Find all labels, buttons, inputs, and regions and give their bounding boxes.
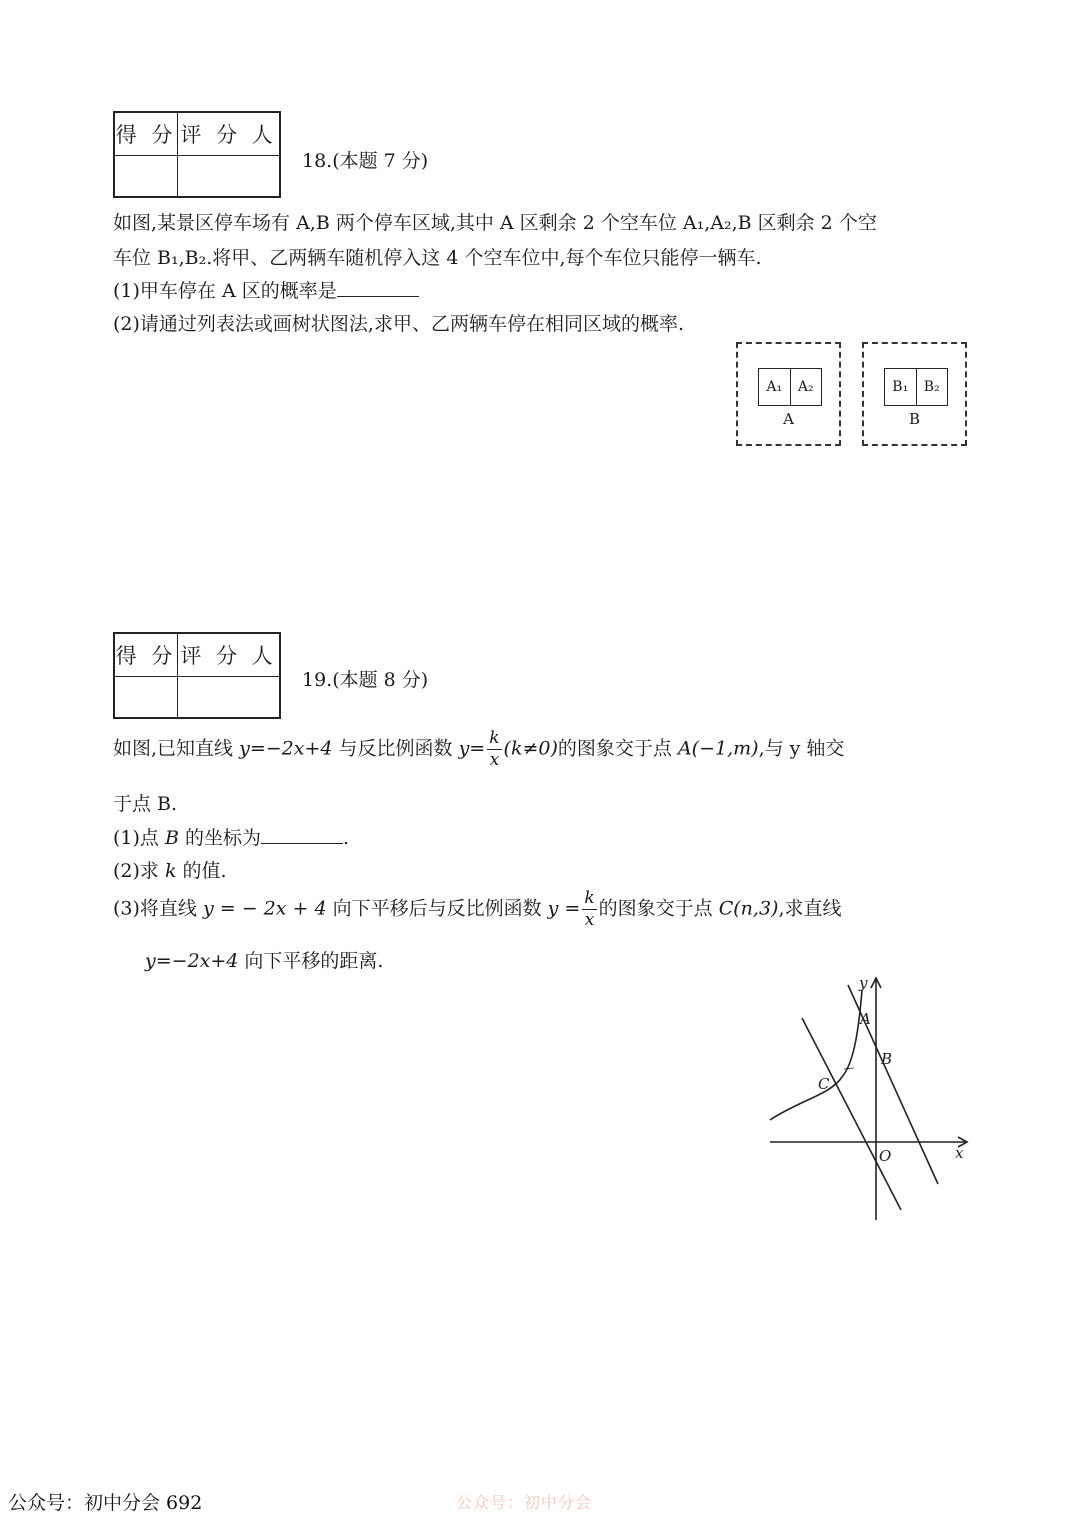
label-o: O [879, 1147, 892, 1165]
frac-den: x [489, 750, 500, 770]
grader-cell[interactable] [178, 156, 281, 198]
q19-score-table [113, 632, 281, 719]
grader-label: 评 分 人 [178, 112, 281, 156]
equation: y=−2x+4 [239, 737, 333, 760]
q19-header: 19.(本题 8 分) [302, 669, 429, 691]
function-graph [760, 970, 975, 1230]
q18-part-2: (2)请通过列表法或画树状图法,求甲、乙两辆车停在相同区域的概率. [113, 313, 684, 335]
score-cell[interactable] [114, 677, 178, 719]
var: k [164, 860, 177, 882]
equation: y= [458, 737, 486, 760]
zone-b-slots [884, 368, 948, 406]
q19-line-2: 于点 B. [113, 793, 178, 815]
tick-mark [844, 1068, 854, 1069]
fraction-k-over-x [582, 890, 596, 929]
label-a: A [860, 1010, 871, 1028]
parking-zone-a [736, 342, 841, 446]
condition: (k≠0) [503, 737, 558, 760]
text: ,求直线 [778, 897, 842, 920]
grader-label: 评 分 人 [178, 633, 281, 677]
equation: y=−2x+4 [145, 950, 239, 972]
text: ,与 y 轴交 [758, 737, 845, 760]
slot-b1: B₁ [892, 379, 909, 395]
label-x: x [955, 1144, 964, 1162]
text: . [342, 827, 350, 849]
q18-part-1 [113, 276, 419, 303]
shifted-line [802, 1018, 901, 1210]
label-c: C [818, 1075, 830, 1093]
grader-cell[interactable] [178, 677, 281, 719]
text: 向下平移后与反比例函数 [326, 897, 548, 920]
answer-blank[interactable] [337, 296, 419, 297]
zone-a-slots [758, 368, 822, 406]
equation: y = [547, 897, 581, 920]
score-cell[interactable] [114, 156, 178, 198]
q18-score-table [113, 111, 281, 198]
slot-a2: A₂ [790, 369, 822, 405]
label-b: B [881, 1050, 893, 1068]
text: 的图象交于点 [557, 737, 678, 760]
q18-line-1: 如图,某景区停车场有 A,B 两个停车区域,其中 A 区剩余 2 个空车位 A₁,A₂,B 区剩余 2 个空 [113, 212, 877, 234]
text: (3)将直线 [113, 897, 203, 920]
zone-b-label: B [908, 410, 921, 428]
q19-part-3 [113, 890, 842, 929]
text: 的值. [176, 860, 227, 882]
q18-header: 18.(本题 7 分) [302, 150, 429, 172]
score-label: 得 分 [114, 112, 178, 156]
q19-part-3-line-2 [145, 946, 383, 973]
q19-part-2 [113, 856, 227, 883]
frac-den: x [584, 910, 595, 930]
zone-a-label: A [783, 410, 794, 428]
q19-line-1 [113, 730, 844, 769]
text: (2)求 [113, 860, 165, 882]
label-y: y [859, 974, 868, 992]
text: (1)点 [113, 827, 165, 849]
frac-num: k [584, 888, 595, 908]
hyperbola-branch [770, 990, 862, 1120]
q18-part-1-text: (1)甲车停在 A 区的概率是 [113, 280, 337, 302]
text: 向下平移的距离. [238, 950, 384, 972]
fraction-k-over-x [487, 730, 501, 769]
point-c: C(n,3) [718, 897, 779, 920]
var: B [164, 827, 179, 849]
text: 的图象交于点 [598, 897, 719, 920]
point-a: A(−1,m) [677, 737, 759, 760]
frac-num: k [489, 728, 500, 748]
slot-b2: B₂ [916, 369, 948, 405]
answer-blank[interactable] [261, 843, 343, 844]
footer-caption: 公众号：初中分会 692 [8, 1492, 203, 1514]
q18-line-2: 车位 B₁,B₂.将甲、乙两辆车随机停入这 4 个空车位中,每个车位只能停一辆车. [113, 247, 762, 269]
q19-part-1 [113, 823, 349, 850]
parking-zone-b [862, 342, 967, 446]
text: 的坐标为 [178, 827, 261, 849]
watermark: 公众号：初中分会 [456, 1493, 593, 1512]
text: 如图,已知直线 [113, 737, 240, 760]
slot-a1: A₁ [766, 379, 783, 395]
text: 与反比例函数 [332, 737, 459, 760]
equation: y = − 2x + 4 [202, 897, 327, 920]
score-label: 得 分 [114, 633, 178, 677]
